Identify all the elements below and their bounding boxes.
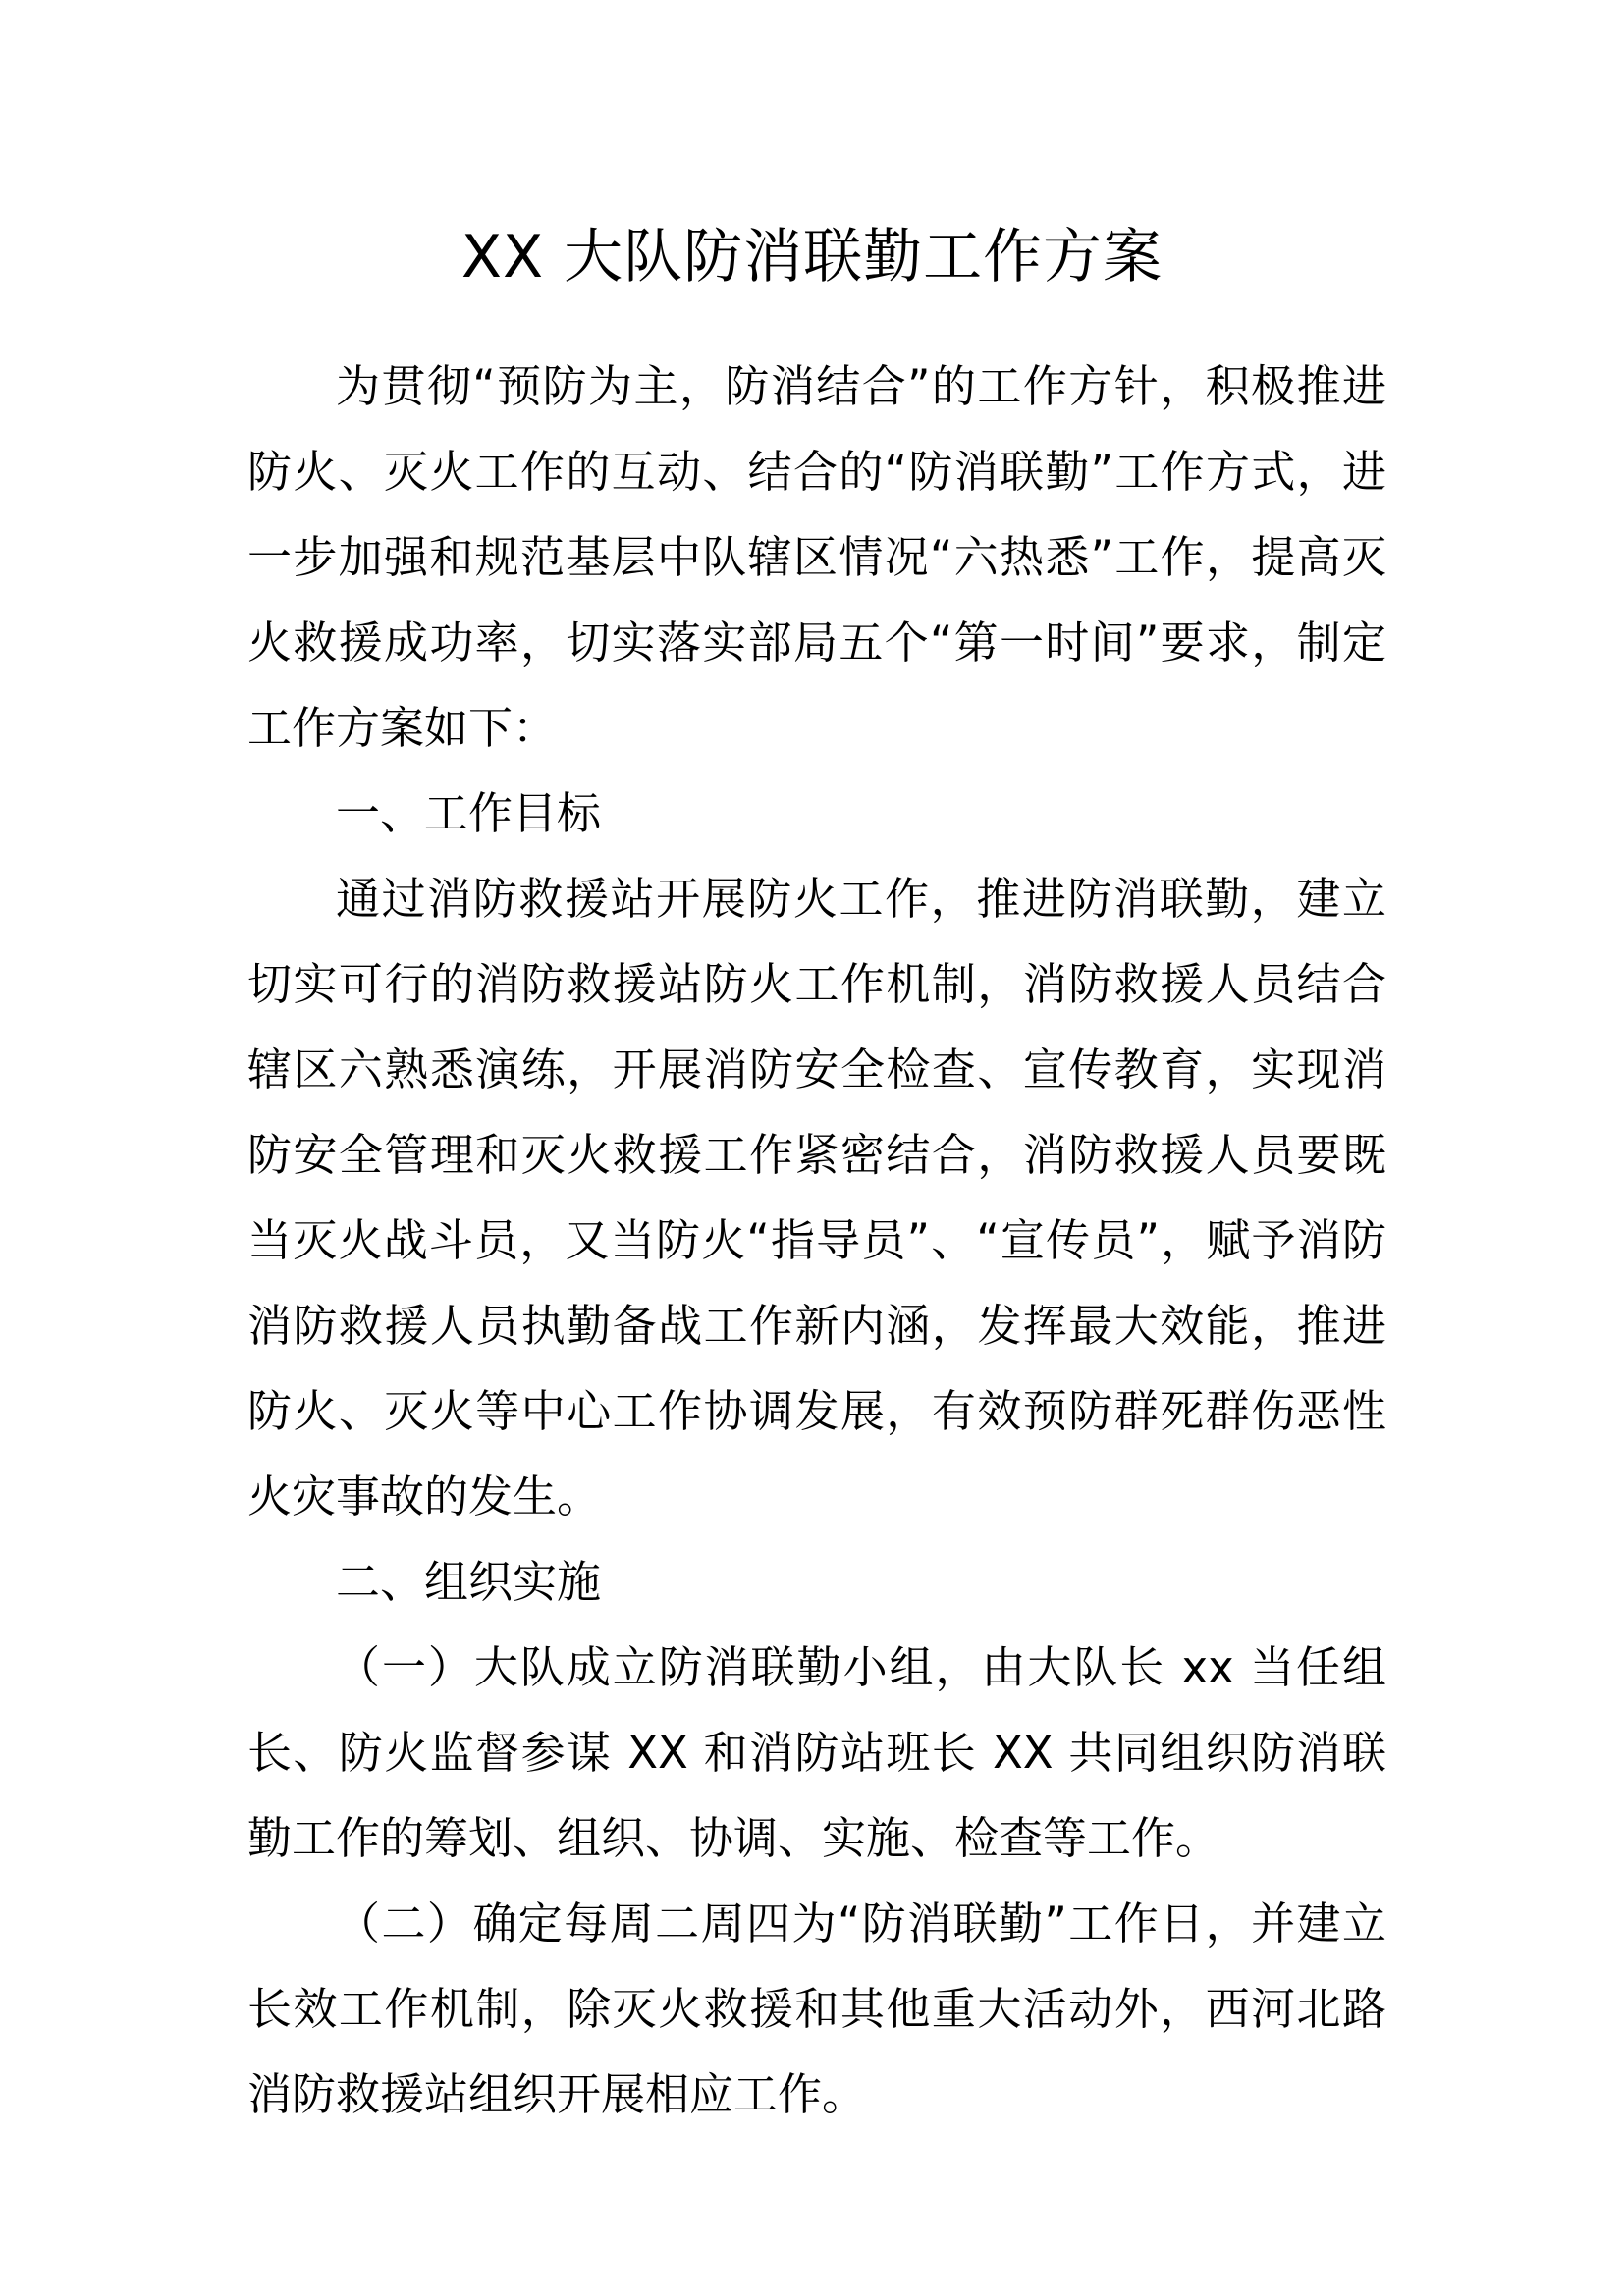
implementation-item-2: （二）确定每周二周四为“防消联勤”工作日，并建立长效工作机制，除灭火救援和其他重大活动外，西河北路消防救援站组织开展相应工作。 [247, 1897, 1386, 2120]
section-heading-implementation: 二、组织实施 [336, 1556, 602, 1608]
intro-paragraph: 为贯彻“预防为主，防消结合”的工作方针，积极推进防火、灭火工作的互动、结合的“防消联勤”工作方式，进一步加强和规范基层中队辖区情况“六热悉”工作，提高灭火救援成功率，切实落实部局五个“第一时间”要求，制定工作方案如下： [247, 360, 1386, 754]
goals-paragraph: 通过消防救援站开展防火工作，推进防消联勤，建立切实可行的消防救援站防火工作机制，消防救援人员结合辖区六熟悉演练，开展消防安全检查、宣传教育，实现消防安全管理和灭火救援工作紧密结合，消防救援人员要既当灭火战斗员，又当防火“指导员”、“宣传员”，赋予消防消防救援人员执勤备战工作新内涵，发挥最大效能，推进防火、灭火等中心工作协调发展，有效预防群死群伤恶性火灾事故的发生。 [247, 873, 1386, 1522]
implementation-item-1: （一）大队成立防消联勤小组，由大队长 xx 当任组长、防火监督参谋 XX 和消防站班长 XX 共同组织防消联勤工作的筹划、组织、协调、实施、检查等工作。 [247, 1641, 1386, 1864]
document-body [247, 344, 1386, 2137]
document-title: XX 大队防消联勤工作方案 [460, 223, 1164, 292]
section-heading-goals: 一、工作目标 [336, 787, 602, 839]
